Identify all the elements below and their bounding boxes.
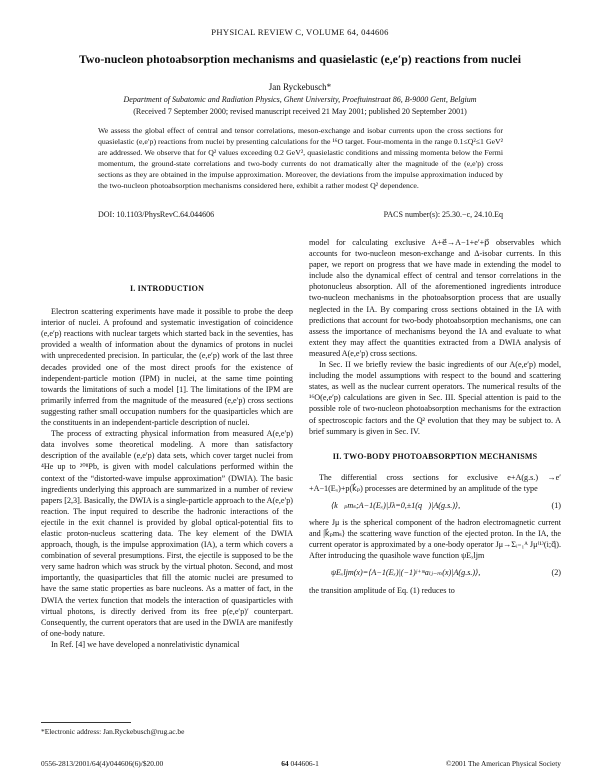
section2-paragraph-1: The differential cross sections for exclusive e+A(g.s.) →e′+A−1(Eₓ)+p(k⃗ₚ) processes are determined by an amplitude of the type [309,472,561,493]
footer-volume: 64 [281,759,289,768]
intro-paragraph-1: Electron scattering experiments have made it possible to probe the deep interior of nuclei. A profound and systematic investigation of coincidence (e,e′p) reactions with nuclear targets which started back in the seventies, has provided a wealth of information about the dynamics of protons in nuclei with unprecedented precision. In particular, the (e,e′p) work of the last three decades provided one of the most direct proofs for the existence of independent-particle motion (IPM) in nuclei, at the same time pointing towards the limitations of such a model [1]. The limitations of the IPM are primarily inferred from the magnitude of the measured (e,e′p) cross sections suggesting rather small occupation numbers for the quasiparticles which are the constituents in an independent-particle description of nuclei. [41,307,293,428]
footer-copyright: ©2001 The American Physical Society [445,759,561,768]
intro-paragraph-3: In Ref. [4] we have developed a nonrelativistic dynamical [51,639,240,649]
abstract: We assess the global effect of central and tensor correlations, meson-exchange and isobar currents upon the cross sections for quasielastic (e,e′p) reactions from nuclei by presenting calculations for the ¹⁶O target. Four-momenta in the range 0.1≤Q²≤1 GeV² are addressed. We observe that for Q² values exceeding 0.2 GeV², quasielastic conditions and missing momenta below the Fermi momentum, the ground-state correlations and two-body currents do not dramatically alter the magnitude of the (e,e′p) cross sections as they are obtained in the impulse approximation. Moreover, the deviations from the impulse approximation induced by the two-nucleon photoabsorption mechanisms considered here, exhibit a rather modest Q² dependence. [98,126,503,191]
pacs-numbers: PACS number(s): 25.30.−c, 24.10.Eq [383,210,503,219]
intro-paragraph-4: model for calculating exclusive A+e⃗→A−1+e′+p⃗ observables which accounts for two-nucleon meson-exchange and Δ-isobar currents. In this paper, we report on progress that we have made in extending the model to include also the dynamical effect of central and tensor correlations in the photonucleus absorption. All of the aforementioned ingredients introduce two-nucleon mechanisms in the photoabsorption process that are usually neglected in the IA. By comparing cross sections obtained in the IA with predictions that account for two-body photoabsorption mechanisms, one can assess the importance of mechanisms beyond the IA and evaluate to what extent they may affect the quantities extracted from a DWIA analysis of measured A(e,e′p) cross sections. [309,238,561,358]
equation-1-body: ⟨k⃗ₚmₛ;A−1(Eₓ)|Jλ=0,±1(q⃗)|A(g.s.)⟩, [331,500,461,510]
affiliation: Department of Subatomic and Radiation Physics, Ghent University, Proeftuinstraat 86, B-9000 Gent, Belgium [123,95,477,104]
author: Jan Ryckebusch* [268,82,332,92]
left-column [41,283,293,650]
equation-1 [309,500,561,511]
doi[interactable]: DOI: 10.1103/PhysRevC.64.044606 [98,210,215,219]
footer-issn: 0556-2813/2001/64(4)/044606(6)/$20.00 [41,759,164,768]
equation-2-body: ψEₓljm(x)=⟨A−1(Eₓ)|(−1)ʲ⁺ᵐaₗⱼ₋ₘ(x)|A(g.s.)⟩, [331,568,481,578]
section2-paragraph-3: the transition amplitude of Eq. (1) reduces to [309,585,455,595]
paper-title: Two-nucleon photoabsorption mechanisms and quasielastic (e,e′p) reactions from nuclei [78,52,522,66]
intro-paragraph-5: In Sec. II we briefly review the basic ingredients of our A(e,e′p) model, including the model assumptions with respect to the bound and scattering states, as well as the nuclear current operators. The numerical results of the ¹⁶O(e,e′p) calculations are given in Sec. III. Special attention is paid to the possible role of two-nucleon photoabsorption mechanisms for the extraction of spectroscopic factors and the Q² evolution that they may be subject to. A brief summary is given in Sec. IV. [309,360,561,436]
footer-page: 044606-1 [288,759,319,768]
footnote: *Electronic address: Jan.Ryckebusch@rug.ac.be [41,727,185,736]
section2-paragraph-2: where Jμ is the spherical component of the hadron electromagnetic current and |k⃗ₚmₛ⟩ the scattering wave function of the ejected proton. In the IA, the current operator is approximated by a one-body operator Jμ→Σᵢ₌₁ᴬ Jμ⁽¹⁾(i;q⃗). After introducing the quasihole wave function ψEₓljm [309,518,561,561]
equation-2-number: (2) [551,568,561,578]
equation-2 [309,567,561,578]
journal-header: PHYSICAL REVIEW C, VOLUME 64, 044606 [211,27,389,37]
section-heading-introduction: I. INTRODUCTION [129,284,205,293]
right-column [309,237,561,596]
intro-paragraph-2: The process of extracting physical information from measured A(e,e′p) data involves some theoretical modeling. A more than satisfactory description of the available (e,e′p) data sets, which cover target nuclei from ⁴He up to ²⁰⁸Pb, is given with model calculations performed within the context of the “distorted-wave impulse approximation” (DWIA). The basic ingredients underlying this approach are summarized in a number of review papers [2,3]. Basically, the DWIA is a single-particle approach to the A(e,e′p) reaction. The input required to describe the hadronic interactions of the ejectile in the exit channel is provided by global optical-potential fits to elastic proton-nucleus scattering data. The key element of the DWIA approach, though, is the impulse approximation (IA), a term which covers a combination of several presumptions. First, the ejectile is supposed to be the very same hadron which was struck by the virtual photon. Second, and most importantly, the quasiparticles that fill the atomic nuclei are presumed to have the same static properties as bare nucleons. As a matter of fact, in the DWIA the vertex function that models the interaction of quasiparticles with virtual photons, is directly derived from its free p(e,e′p)′ counterpart. Consequently, the current operators that are used in the DWIA are manifestly of one-body nature. [41,429,293,638]
section-heading-two-body: II. TWO-BODY PHOTOABSORPTION MECHANISMS [332,451,538,461]
footnote-rule [41,722,131,723]
equation-1-number: (1) [551,500,561,510]
received-dates: (Received 7 September 2000; revised manuscript received 21 May 2001; published 20 September 2001) [133,107,467,116]
